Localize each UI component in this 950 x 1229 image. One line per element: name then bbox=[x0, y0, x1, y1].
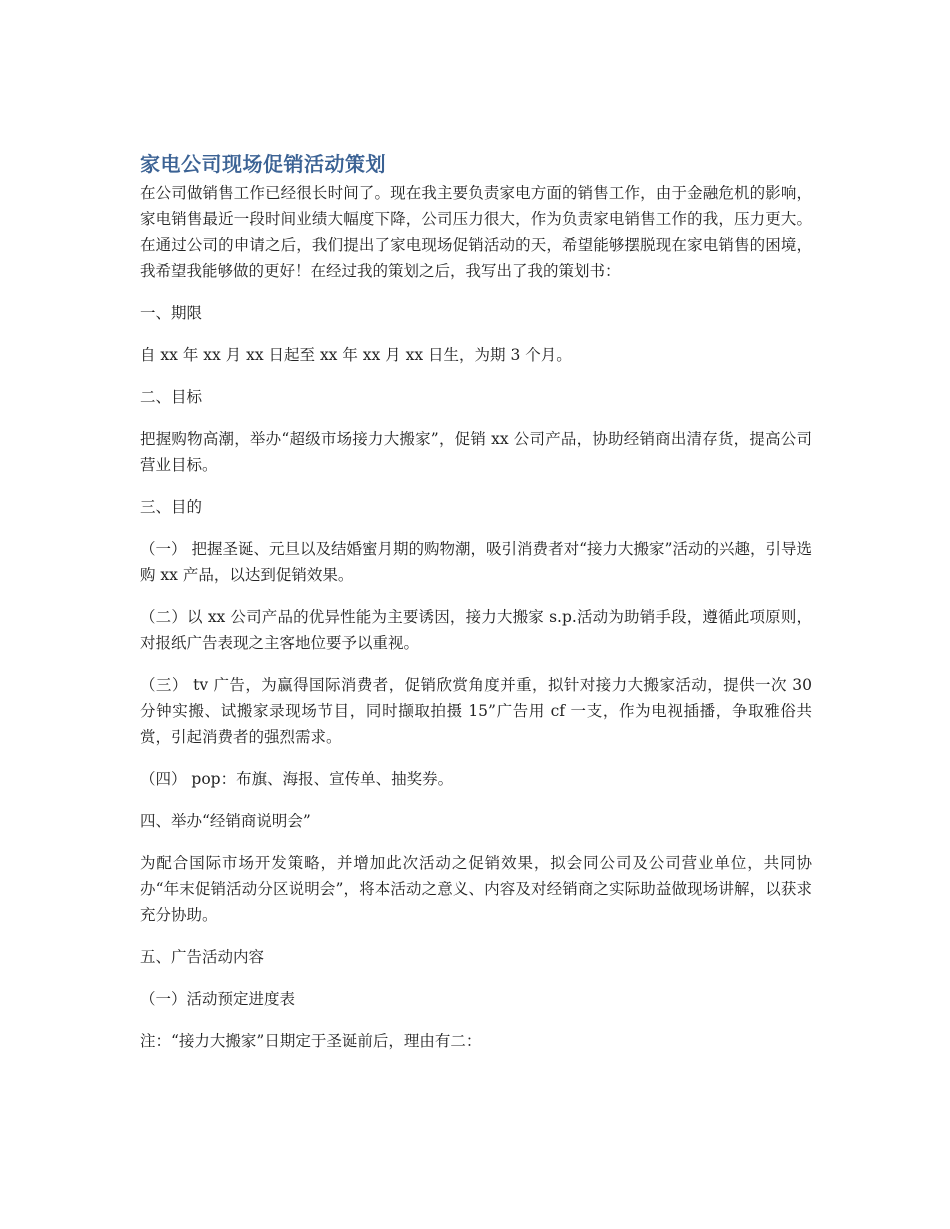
section-heading-dealer-meeting: 四、举办“经销商说明会” bbox=[140, 812, 311, 830]
period-paragraph: 自 xx 年 xx 月 xx 日起至 xx 年 xx 月 xx 日生，为期 3 个月。 bbox=[140, 346, 572, 364]
purpose-item-1: （一） 把握圣诞、元旦以及结婚蜜月期的购物潮，吸引消费者对“接力大搬家”活动的兴趣，引导选购 xx 产品，以达到促销效果。 bbox=[140, 540, 812, 584]
goal-paragraph: 把握购物高潮，举办“超级市场接力大搬家”，促销 xx 公司产品，协助经销商出清存货，提高公司营业目标。 bbox=[140, 430, 812, 474]
note-paragraph: 注：“接力大搬家”日期定于圣诞前后，理由有二： bbox=[140, 1032, 482, 1050]
section-heading-goal: 二、目标 bbox=[140, 388, 203, 406]
document-title: 家电公司现场促销活动策划 bbox=[140, 152, 386, 176]
intro-paragraph: 在公司做销售工作已经很长时间了。现在我主要负责家电方面的销售工作，由于金融危机的影响，家电销售最近一段时间业绩大幅度下降，公司压力很大，作为负责家电销售工作的我，压力更大。在通过公司的申请之后，我们提出了家电现场促销活动的天，希望能够摆脱现在家电销售的困境，我希望我能够做的更好！在经过我的策划之后，我写出了我的策划书： bbox=[140, 184, 812, 280]
section-heading-purpose: 三、目的 bbox=[140, 498, 203, 516]
purpose-item-2: （二）以 xx 公司产品的优异性能为主要诱因，接力大搬家 s.p.活动为助销手段，遵循此项原则，对报纸广告表现之主客地位要予以重视。 bbox=[140, 608, 812, 652]
document-page bbox=[140, 148, 812, 1054]
section-heading-period: 一、期限 bbox=[140, 304, 203, 322]
section-heading-ad-content: 五、广告活动内容 bbox=[140, 948, 265, 966]
ad-schedule-heading: （一）活动预定进度表 bbox=[140, 990, 296, 1008]
purpose-item-4: （四） pop：布旗、海报、宣传单、抽奖券。 bbox=[140, 770, 454, 788]
purpose-item-3: （三） tv 广告，为赢得国际消费者，促销欣赏角度并重，拟针对接力大搬家活动，提供一次 30 分钟实搬、试搬家录现场节目，同时撷取拍摄 15”广告用 cf 一支，作为电视插播，争取雅俗共赏，引起消费者的强烈需求。 bbox=[140, 676, 812, 746]
dealer-meeting-paragraph: 为配合国际市场开发策略，并增加此次活动之促销效果，拟会同公司及公司营业单位，共同协办“年末促销活动分区说明会”，将本活动之意义、内容及对经销商之实际助益做现场讲解，以获求充分协助。 bbox=[140, 854, 812, 924]
